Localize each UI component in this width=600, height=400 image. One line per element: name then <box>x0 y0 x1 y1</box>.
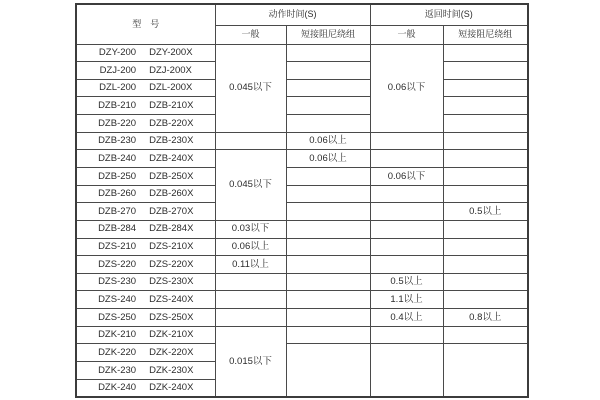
cell-action-damped <box>286 273 370 291</box>
cell-action-damped: 0.06以上 <box>286 132 370 150</box>
table-row <box>76 326 528 344</box>
model-name: DZB-220 <box>98 117 137 129</box>
cell-action-general: 0.045以下 <box>215 150 286 221</box>
cell-action-damped <box>286 185 370 203</box>
cell-action-general <box>215 132 286 150</box>
cell-action-general <box>215 309 286 327</box>
cell-action-general <box>215 273 286 291</box>
model-name: DZK-240 <box>98 381 137 393</box>
table-row <box>76 256 528 274</box>
cell-return-damped: 0.5以上 <box>443 203 528 221</box>
cell-action-damped <box>286 291 370 309</box>
cell-return-general: 0.4以上 <box>370 309 443 327</box>
model-name-variant: DZB-210X <box>149 99 194 111</box>
model-cell <box>76 309 215 327</box>
cell-action-damped <box>286 115 370 133</box>
model-pair <box>77 277 215 287</box>
model-pair <box>77 242 215 252</box>
model-name-variant: DZJ-200X <box>149 64 192 76</box>
cell-action-damped <box>286 256 370 274</box>
header-model: 型 号 <box>76 4 215 44</box>
cell-return-damped <box>443 238 528 256</box>
model-pair <box>77 383 215 393</box>
cell-action-damped: 0.06以上 <box>286 150 370 168</box>
cell-return-damped <box>443 344 528 397</box>
model-name-variant: DZS-240X <box>149 294 194 306</box>
model-pair <box>77 295 215 305</box>
cell-return-general: 0.5以上 <box>370 273 443 291</box>
cell-return-damped <box>443 185 528 203</box>
model-pair <box>77 189 215 199</box>
cell-action-damped <box>286 326 370 344</box>
cell-return-damped <box>443 79 528 97</box>
cell-action-general: 0.06以上 <box>215 238 286 256</box>
model-name-variant: DZB-250X <box>149 170 194 182</box>
cell-return-general <box>370 238 443 256</box>
model-cell <box>76 203 215 221</box>
model-name: DZB-284 <box>98 223 137 235</box>
model-name-variant: DZS-230X <box>149 276 194 288</box>
cell-action-damped <box>286 97 370 115</box>
model-name: DZB-270 <box>98 205 137 217</box>
cell-return-general: 1.1以上 <box>370 291 443 309</box>
model-name-variant: DZB-260X <box>149 188 194 200</box>
model-cell <box>76 273 215 291</box>
model-name-variant: DZS-210X <box>149 241 194 253</box>
cell-return-damped <box>443 44 528 62</box>
model-name-variant: DZB-270X <box>149 205 194 217</box>
cell-action-damped <box>286 220 370 238</box>
model-name-variant: DZB-220X <box>149 117 194 129</box>
cell-return-general <box>370 185 443 203</box>
cell-return-damped <box>443 273 528 291</box>
model-pair <box>77 101 215 111</box>
cell-return-general <box>370 203 443 221</box>
model-cell <box>76 220 215 238</box>
relay-timing-table <box>75 3 529 398</box>
table-row <box>76 203 528 221</box>
cell-return-damped <box>443 97 528 115</box>
spec-table-container <box>75 3 529 398</box>
model-name: DZB-240 <box>98 152 137 164</box>
table-row <box>76 344 528 362</box>
model-cell <box>76 185 215 203</box>
model-name-variant: DZK-240X <box>149 381 194 393</box>
model-name: DZS-240 <box>98 294 137 306</box>
cell-return-general <box>370 344 443 397</box>
model-name-variant: DZK-230X <box>149 364 194 376</box>
table-row <box>76 115 528 133</box>
model-name: DZB-230 <box>98 135 137 147</box>
model-name: DZK-210 <box>98 329 137 341</box>
model-pair <box>77 330 215 340</box>
model-name: DZB-250 <box>98 170 137 182</box>
model-cell <box>76 256 215 274</box>
model-cell <box>76 44 215 62</box>
cell-return-damped <box>443 291 528 309</box>
model-cell <box>76 79 215 97</box>
model-cell <box>76 326 215 344</box>
cell-action-damped <box>286 344 370 397</box>
model-name-variant: DZL-200X <box>149 82 193 94</box>
model-pair <box>77 66 215 76</box>
model-name-variant: DZY-200X <box>149 47 193 59</box>
model-cell <box>76 379 215 397</box>
model-pair <box>77 260 215 270</box>
cell-action-damped <box>286 167 370 185</box>
model-pair <box>77 172 215 182</box>
table-body <box>76 44 528 397</box>
cell-action-general: 0.045以下 <box>215 44 286 132</box>
table-row <box>76 132 528 150</box>
table-row <box>76 97 528 115</box>
model-pair <box>77 348 215 358</box>
table-row <box>76 62 528 80</box>
cell-action-damped <box>286 203 370 221</box>
model-cell <box>76 62 215 80</box>
table-row <box>76 220 528 238</box>
header-action-damped: 短接阻尼绕组 <box>286 25 370 44</box>
cell-action-damped <box>286 309 370 327</box>
model-pair <box>77 136 215 146</box>
table-row <box>76 291 528 309</box>
model-name: DZK-230 <box>98 364 137 376</box>
header-action-time: 动作时间(S) <box>215 4 370 25</box>
model-name: DZB-210 <box>98 99 137 111</box>
cell-return-general: 0.06以下 <box>370 44 443 132</box>
header-return-general: 一般 <box>370 25 443 44</box>
model-cell <box>76 97 215 115</box>
cell-action-general: 0.03以下 <box>215 220 286 238</box>
model-name: DZB-260 <box>98 188 137 200</box>
header-return-time: 返回时间(S) <box>370 4 528 25</box>
model-name-variant: DZS-250X <box>149 311 194 323</box>
model-cell <box>76 132 215 150</box>
model-name: DZJ-200 <box>99 64 137 76</box>
header-action-general: 一般 <box>215 25 286 44</box>
model-name: DZS-250 <box>98 311 137 323</box>
model-name-variant: DZK-210X <box>149 329 194 341</box>
model-cell <box>76 344 215 362</box>
cell-action-damped <box>286 44 370 62</box>
cell-return-damped <box>443 150 528 168</box>
cell-action-damped <box>286 238 370 256</box>
cell-return-general <box>370 150 443 168</box>
cell-return-general <box>370 220 443 238</box>
header-group-row <box>76 4 528 25</box>
model-name-variant: DZB-230X <box>149 135 194 147</box>
model-cell <box>76 238 215 256</box>
model-cell <box>76 291 215 309</box>
table-row <box>76 44 528 62</box>
cell-action-general <box>215 291 286 309</box>
cell-action-damped <box>286 62 370 80</box>
table-row <box>76 167 528 185</box>
cell-return-damped: 0.8以上 <box>443 309 528 327</box>
cell-action-general: 0.015以下 <box>215 326 286 397</box>
model-name-variant: DZB-240X <box>149 152 194 164</box>
model-name: DZY-200 <box>98 47 137 59</box>
table-row <box>76 238 528 256</box>
cell-return-damped <box>443 167 528 185</box>
table-row <box>76 150 528 168</box>
table-header <box>76 4 528 44</box>
cell-return-damped <box>443 115 528 133</box>
cell-return-damped <box>443 256 528 274</box>
cell-action-general: 0.11以上 <box>215 256 286 274</box>
model-cell <box>76 167 215 185</box>
model-name-variant: DZK-220X <box>149 346 194 358</box>
model-pair <box>77 83 215 93</box>
model-name: DZS-210 <box>98 241 137 253</box>
cell-return-general: 0.06以下 <box>370 167 443 185</box>
model-pair <box>77 313 215 323</box>
model-pair <box>77 224 215 234</box>
table-row <box>76 273 528 291</box>
model-pair <box>77 48 215 58</box>
model-name-variant: DZB-284X <box>149 223 194 235</box>
model-name-variant: DZS-220X <box>149 258 194 270</box>
table-row <box>76 79 528 97</box>
cell-return-general <box>370 256 443 274</box>
cell-return-damped <box>443 62 528 80</box>
cell-return-damped <box>443 132 528 150</box>
model-cell <box>76 115 215 133</box>
model-name: DZK-220 <box>98 346 137 358</box>
model-cell <box>76 150 215 168</box>
cell-return-general <box>370 326 443 344</box>
model-pair <box>77 119 215 129</box>
cell-return-general <box>370 132 443 150</box>
model-cell <box>76 362 215 380</box>
model-name: DZL-200 <box>99 82 137 94</box>
cell-return-damped <box>443 220 528 238</box>
header-return-damped: 短接阻尼绕组 <box>443 25 528 44</box>
model-pair <box>77 154 215 164</box>
table-row <box>76 185 528 203</box>
model-pair <box>77 366 215 376</box>
cell-action-damped <box>286 79 370 97</box>
cell-return-damped <box>443 326 528 344</box>
model-name: DZS-220 <box>98 258 137 270</box>
model-pair <box>77 207 215 217</box>
model-name: DZS-230 <box>98 276 137 288</box>
table-row <box>76 309 528 327</box>
